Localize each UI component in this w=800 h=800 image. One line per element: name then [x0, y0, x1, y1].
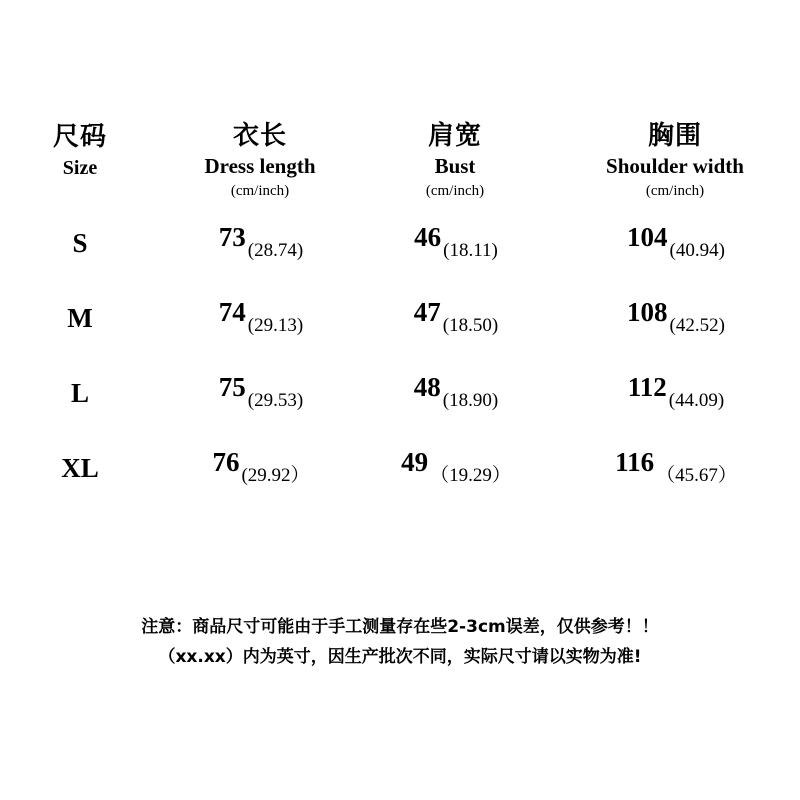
header-shoulder-width-unit: (cm/inch)	[645, 183, 705, 199]
header-shoulder-width-en: Shoulder width	[606, 154, 744, 178]
size-value: XL	[61, 453, 99, 483]
dress-length-inch: (29.92）	[241, 465, 310, 486]
table-row	[0, 370, 800, 445]
table-row	[0, 445, 800, 520]
bust-inch: (18.50)	[442, 315, 499, 336]
header-cell-bust	[360, 120, 550, 202]
dress-length-cm: 76	[212, 447, 240, 477]
header-shoulder-width-cn: 胸围	[647, 121, 702, 151]
header-cell-size	[0, 120, 160, 182]
dress-length-inch: (29.13)	[247, 315, 304, 336]
shoulder-inch: (44.09)	[668, 390, 725, 411]
header-cell-dress-length	[160, 120, 360, 202]
table-header-row	[0, 120, 800, 220]
shoulder-cm: 112	[627, 372, 667, 402]
row-bust	[360, 220, 550, 261]
header-size-cn: 尺码	[52, 122, 107, 152]
row-bust	[360, 445, 550, 486]
row-size-label	[0, 370, 160, 416]
row-shoulder-width	[550, 220, 800, 261]
dress-length-cm: 74	[218, 297, 246, 327]
size-table	[0, 120, 800, 520]
header-dress-length-unit: (cm/inch)	[230, 183, 290, 199]
dress-length-cm: 73	[218, 222, 246, 252]
row-dress-length	[160, 370, 360, 411]
header-dress-length-en: Dress length	[204, 154, 316, 178]
note-line-1: 注意：商品尺寸可能由于手工测量存在些2-3cm误差，仅供参考！！	[141, 617, 659, 637]
dress-length-cm: 75	[218, 372, 246, 402]
size-value: M	[67, 303, 93, 333]
row-shoulder-width	[550, 295, 800, 336]
row-size-label	[0, 220, 160, 266]
header-bust-cn: 肩宽	[427, 121, 482, 151]
shoulder-cm: 104	[627, 222, 668, 252]
table-row	[0, 220, 800, 295]
row-dress-length	[160, 295, 360, 336]
bust-cm: 49	[401, 447, 429, 477]
bust-cm: 46	[414, 222, 442, 252]
size-value: S	[72, 228, 88, 258]
shoulder-inch: (42.52)	[669, 315, 725, 336]
shoulder-cm: 108	[627, 297, 668, 327]
row-size-label	[0, 295, 160, 341]
header-bust-unit: (cm/inch)	[425, 183, 485, 199]
shoulder-inch: (40.94)	[669, 240, 725, 261]
size-value: L	[70, 378, 89, 408]
bust-cm: 47	[413, 297, 441, 327]
shoulder-inch: （45.67）	[656, 465, 737, 486]
row-bust	[360, 295, 550, 336]
bust-inch: (18.90)	[442, 390, 499, 411]
header-cell-shoulder-width	[550, 120, 800, 202]
bust-inch: (18.11)	[443, 240, 498, 261]
row-shoulder-width	[550, 445, 800, 486]
bust-cm: 48	[413, 372, 441, 402]
table-row	[0, 295, 800, 370]
measurement-note	[0, 612, 800, 672]
dress-length-inch: (29.53)	[247, 390, 304, 411]
row-size-label	[0, 445, 160, 491]
row-shoulder-width	[550, 370, 800, 411]
note-line-2: （xx.xx）内为英寸，因生产批次不同，实际尺寸请以实物为准!	[158, 647, 642, 667]
header-size-en: Size	[62, 157, 98, 179]
header-dress-length-cn: 衣长	[232, 121, 287, 151]
row-dress-length	[160, 445, 360, 486]
bust-inch: （19.29）	[430, 465, 511, 486]
header-bust-en: Bust	[434, 154, 476, 178]
shoulder-cm: 116	[615, 447, 655, 477]
dress-length-inch: (28.74)	[247, 240, 304, 261]
row-bust	[360, 370, 550, 411]
row-dress-length	[160, 220, 360, 261]
